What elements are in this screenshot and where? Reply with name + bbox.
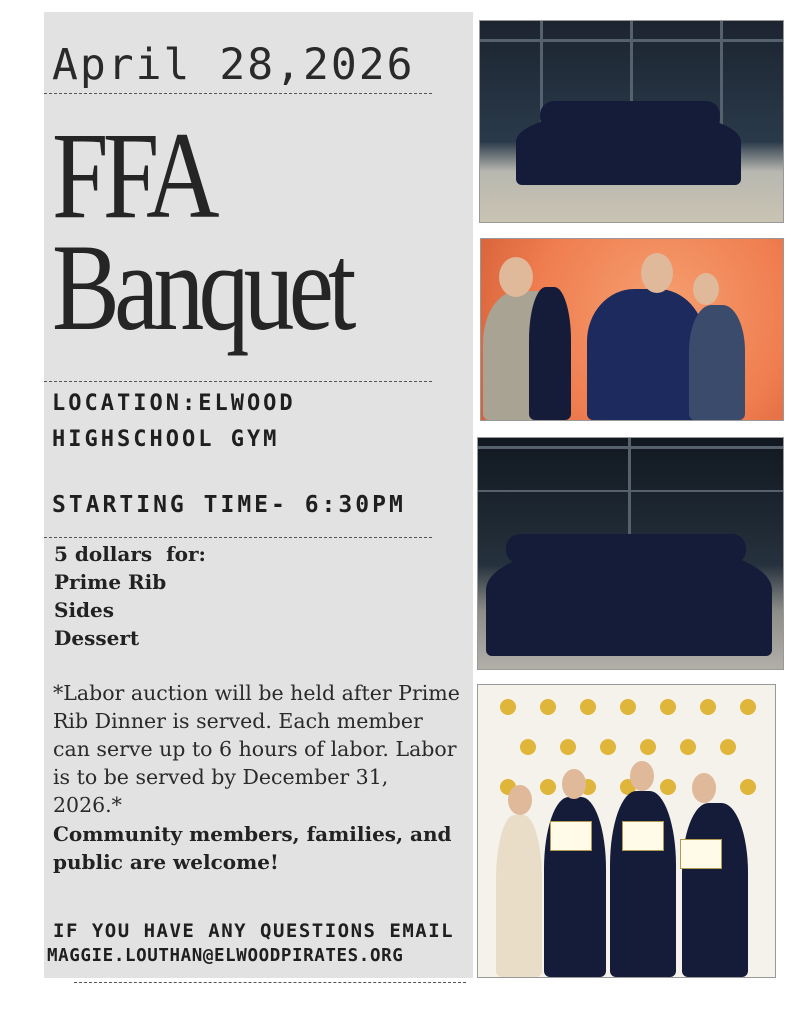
welcome-note: Community members, families, and public are welcome! bbox=[53, 822, 452, 874]
divider bbox=[44, 381, 432, 382]
divider bbox=[74, 982, 466, 983]
contact-prompt: IF YOU HAVE ANY QUESTIONS EMAIL bbox=[53, 920, 455, 942]
location-line-1: LOCATION:ELWOOD bbox=[52, 391, 296, 416]
contact-email[interactable]: MAGGIE.LOUTHAN@ELWOODPIRATES.ORG bbox=[47, 946, 404, 966]
event-title bbox=[52, 107, 396, 356]
title-line-1: FFA bbox=[52, 107, 214, 244]
menu-item: Sides bbox=[54, 598, 115, 622]
menu-item: Dessert bbox=[54, 626, 140, 650]
title-line-2: Banquet bbox=[52, 219, 351, 356]
divider bbox=[44, 537, 432, 538]
menu-block bbox=[54, 540, 206, 652]
stage-photo bbox=[480, 238, 784, 421]
group-photo-indoor bbox=[477, 437, 784, 670]
auction-note: *Labor auction will be held after Prime Rib Dinner is served. Each member can serve up to 6 hours of labor. Labor is to be served by December 31, 2026.* bbox=[53, 681, 460, 817]
group-photo-atrium bbox=[479, 20, 784, 223]
award-photo bbox=[477, 684, 776, 978]
menu-item: Prime Rib bbox=[54, 570, 167, 594]
start-time: STARTING TIME- 6:30PM bbox=[52, 492, 406, 518]
menu-price: 5 dollars for: bbox=[54, 542, 206, 566]
event-date: April 28,2026 bbox=[52, 40, 415, 90]
location-line-2: HIGHSCHOOL GYM bbox=[52, 427, 280, 452]
divider bbox=[44, 93, 432, 94]
location bbox=[52, 386, 296, 458]
